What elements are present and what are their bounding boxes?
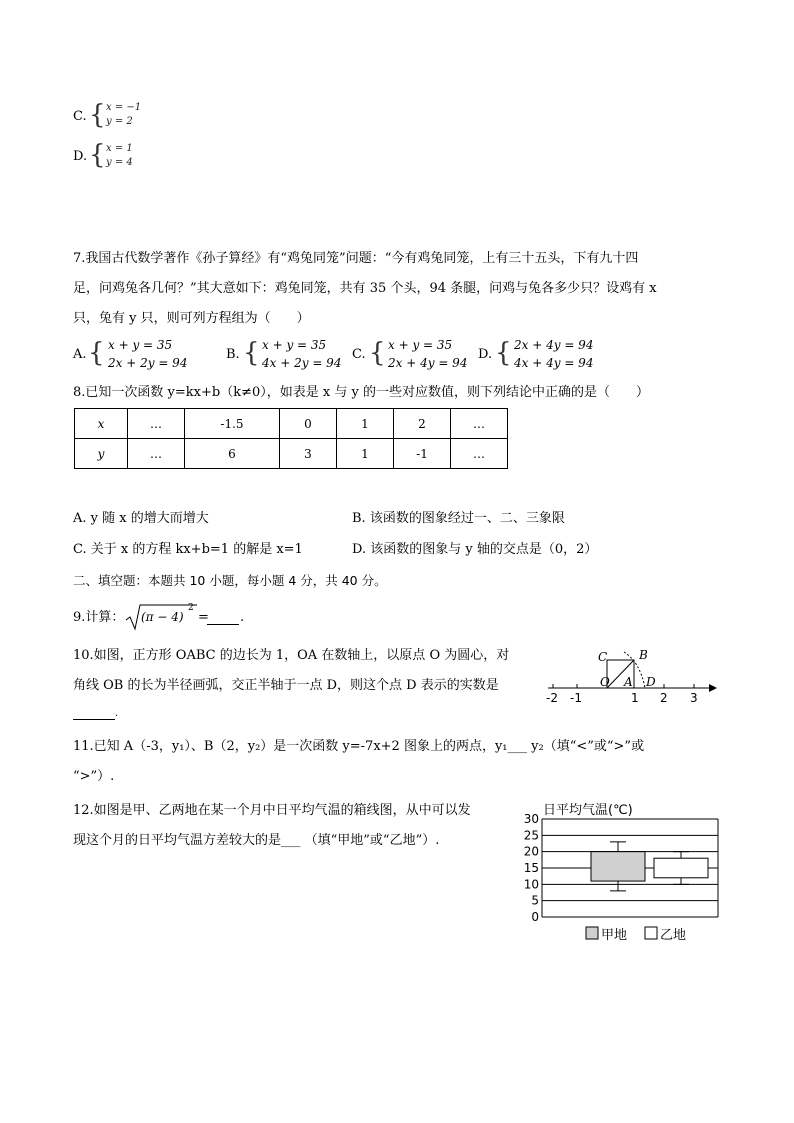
table-cell: x xyxy=(75,409,128,439)
q8-stem: 8.已知一次函数 y=kx+b（k≠0），如表是 x 与 y 的一些对应数值，则下列结论中正确的是（ ） xyxy=(73,385,649,400)
brace: { xyxy=(88,338,105,368)
q12-line: 12.如图是甲、乙两地在某一个月中日平均气温的箱线图，从中可以发 xyxy=(73,803,471,818)
equation-line: 4x + 4y = 94 xyxy=(514,356,594,370)
q9-equals: = xyxy=(198,610,209,625)
table-cell: … xyxy=(128,439,185,469)
box-body xyxy=(591,852,645,881)
q7-line: 足，问鸡兔各几何？”其大意如下：鸡兔同笼，共有 35 个头，94 条腿，问鸡与兔各多少只？设鸡有 x xyxy=(73,281,657,296)
box-plot-chart xyxy=(515,797,725,947)
q8-option-d: D. 该函数的图象与 y 轴的交点是（0，2） xyxy=(352,542,598,557)
legend-swatch-jia xyxy=(586,927,598,939)
tick-label: -1 xyxy=(570,691,582,705)
equation-line: x + y = 35 xyxy=(108,338,173,352)
table-cell: 0 xyxy=(280,409,337,439)
equation-line: 2x + 2y = 94 xyxy=(108,356,188,370)
tick-label: 1 xyxy=(631,691,639,705)
table-cell: y xyxy=(75,439,128,469)
equation-line: x = 1 xyxy=(106,143,133,154)
q7-line: 只，兔有 y 只，则可列方程组为（ ） xyxy=(73,311,310,326)
q7-option-c-label: C. xyxy=(352,347,366,362)
point-label: A xyxy=(624,675,633,689)
table-cell: -1.5 xyxy=(185,409,280,439)
equation-line: x + y = 35 xyxy=(388,338,453,352)
brace: { xyxy=(89,140,106,170)
table-cell: 1 xyxy=(337,409,394,439)
table-row xyxy=(75,439,508,469)
option-c-label: C. xyxy=(73,109,87,124)
y-tick-label: 20 xyxy=(523,844,539,859)
tick-label: 3 xyxy=(690,691,698,705)
point-label: C xyxy=(598,650,608,664)
table-cell: -1 xyxy=(394,439,451,469)
box-jia xyxy=(591,842,645,891)
q7-line: 7.我国古代数学著作《孙子算经》有“鸡兔同笼”问题：“今有鸡兔同笼，上有三十五头，下有九十四 xyxy=(73,251,639,266)
period: . xyxy=(240,610,245,625)
equation-line: x = −1 xyxy=(106,102,142,113)
tick-label: 2 xyxy=(660,691,668,705)
box-yi xyxy=(654,852,708,885)
table-cell: 2 xyxy=(394,409,451,439)
table-cell: … xyxy=(128,409,185,439)
table-cell: … xyxy=(451,439,508,469)
y-tick-label: 0 xyxy=(531,910,539,924)
brace: { xyxy=(89,100,106,130)
number-line-figure xyxy=(540,644,725,708)
q7-option-b-label: B. xyxy=(226,347,240,362)
y-tick-label: 15 xyxy=(523,861,539,875)
point-label: D xyxy=(646,675,656,689)
y-tick-label: 30 xyxy=(523,812,539,826)
table-cell: 6 xyxy=(185,439,280,469)
legend-label-jia: 甲地 xyxy=(601,928,628,943)
table-cell: … xyxy=(451,409,508,439)
q9-prefix: 9.计算： xyxy=(73,610,125,625)
legend-swatch-yi xyxy=(645,927,657,939)
q8-option-c: C. 关于 x 的方程 kx+b=1 的解是 x=1 xyxy=(73,542,303,557)
q7-option-d-label: D. xyxy=(478,347,493,362)
answer-blank xyxy=(73,705,115,720)
answer-blank xyxy=(207,607,239,625)
equation-line: x + y = 35 xyxy=(262,338,327,352)
chart-title: 日平均气温(℃) xyxy=(543,803,633,818)
equation-line: y = 2 xyxy=(106,116,133,127)
q8-option-b: B. 该函数的图象经过一、二、三象限 xyxy=(352,511,565,526)
q12-line: 现这个月的日平均气温方差较大的是___ （填“甲地”或“乙地”）. xyxy=(73,833,440,848)
arrow-icon xyxy=(709,684,717,692)
y-tick-label: 5 xyxy=(531,893,539,908)
option-d-label: D. xyxy=(73,149,88,164)
point-label: B xyxy=(639,648,648,662)
legend-label-yi: 乙地 xyxy=(660,928,687,943)
q10-line: 角线 OB 的长为半径画弧，交正半轴于一点 D，则这个点 D 表示的实数是 xyxy=(73,678,499,693)
q11-line: 11.已知 A（-3，y₁）、B（2，y₂）是一次函数 y=-7x+2 图象上的两点，y₁___ y₂（填“<”或“>”或 xyxy=(73,739,645,754)
point-label: O xyxy=(600,675,610,689)
section-heading: 二、填空题：本题共 10 小题，每小题 4 分，共 40 分。 xyxy=(73,573,387,588)
q9-radicand: (π − 4) xyxy=(141,610,184,624)
values-table xyxy=(74,408,508,469)
brace: { xyxy=(369,338,386,368)
tick-label: -2 xyxy=(546,691,558,705)
equation-line: 4x + 2y = 94 xyxy=(262,356,342,370)
q7-option-a-label: A. xyxy=(73,347,87,362)
q11-line: “>”）. xyxy=(73,769,115,784)
q9-exponent: 2 xyxy=(188,603,194,613)
q8-option-a: A. y 随 x 的增大而增大 xyxy=(73,511,209,526)
equation-line: 2x + 4y = 94 xyxy=(514,338,594,352)
brace: { xyxy=(243,338,260,368)
period: . xyxy=(115,708,119,719)
table-cell: 1 xyxy=(337,439,394,469)
equation-line: y = 4 xyxy=(106,157,133,168)
table-cell: 3 xyxy=(280,439,337,469)
y-tick-label: 10 xyxy=(523,877,539,892)
table-row xyxy=(75,409,508,439)
y-tick-label: 25 xyxy=(523,828,539,843)
box-body xyxy=(654,858,708,878)
brace: { xyxy=(495,338,512,368)
q10-line: 10.如图，正方形 OABC 的边长为 1，OA 在数轴上，以原点 O 为圆心，对 xyxy=(73,648,510,663)
equation-line: 2x + 4y = 94 xyxy=(388,356,468,370)
